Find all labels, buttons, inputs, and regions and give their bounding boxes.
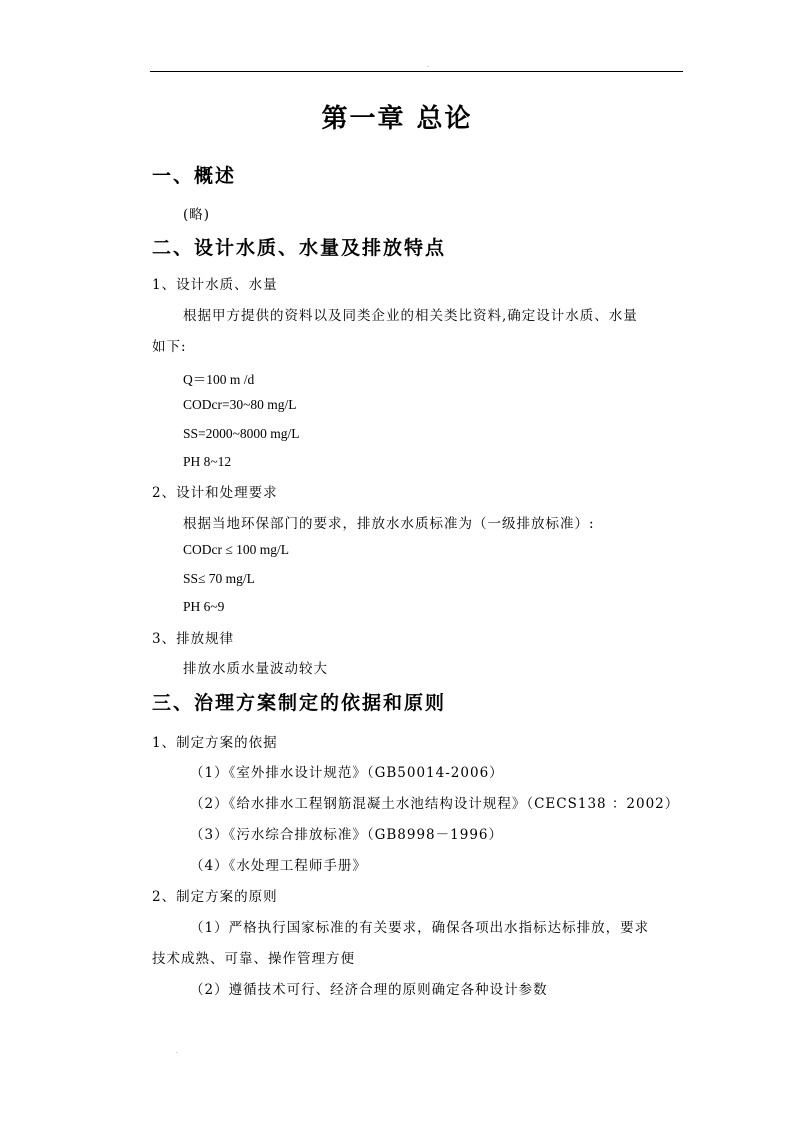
- section-heading-design: 二、设计水质、水量及排放特点: [152, 237, 447, 259]
- limit-ph: PH 6~9: [183, 599, 225, 614]
- param-flow: Q＝100 m /d: [183, 372, 255, 387]
- reference-item: （3）《污水综合排放标准》（GB8998－1996）: [190, 827, 504, 843]
- subheading-requirements: 2、设计和处理要求: [152, 485, 278, 501]
- limit-cod: CODcr ≤ 100 mg/L: [183, 542, 290, 557]
- footer-mark: .: [176, 1048, 178, 1055]
- paragraph-line: 根据甲方提供的资料以及同类企业的相关类比资料,确定设计水质、水量: [183, 308, 638, 324]
- param-ss: SS=2000~8000 mg/L: [183, 426, 300, 441]
- section-heading-overview: 一、概述: [152, 165, 237, 187]
- section-heading-principles: 三、治理方案制定的依据和原则: [152, 692, 447, 714]
- param-ph: PH 8~12: [183, 454, 232, 469]
- reference-item: （1）《室外排水设计规范》（GB50014-2006）: [190, 765, 504, 781]
- principle-item-continuation: 技术成熟、可靠、操作管理方便: [152, 951, 355, 967]
- principle-item: （2）遵循技术可行、经济合理的原则确定各种设计参数: [190, 982, 548, 998]
- reference-item: （2）《给水排水工程钢筋混凝土水池结构设计规程》（CECS138 ：2002）: [190, 796, 680, 812]
- subheading-basis: 1、制定方案的依据: [152, 735, 278, 751]
- subheading-principles: 2、制定方案的原则: [152, 889, 278, 905]
- chapter-title: 第一章 总论: [321, 104, 473, 134]
- paragraph-line: 根据当地环保部门的要求，排放水水质标准为（一级排放标准）:: [183, 516, 595, 532]
- param-cod: CODcr=30~80 mg/L: [183, 397, 297, 412]
- principle-item: （1）严格执行国家标准的有关要求，确保各项出水指标达标排放，要求: [190, 920, 650, 936]
- subheading-water-quality: 1、设计水质、水量: [152, 277, 278, 293]
- reference-item: （4）《水处理工程师手册》: [190, 858, 367, 874]
- paragraph-line: 排放水质水量波动较大: [183, 661, 328, 677]
- paragraph-line: 如下:: [152, 339, 187, 355]
- header-mark: .: [427, 62, 429, 69]
- header-rule: [150, 71, 683, 72]
- overview-body: (略): [183, 207, 211, 223]
- limit-ss: SS≤ 70 mg/L: [183, 571, 255, 586]
- subheading-discharge-pattern: 3、排放规律: [152, 631, 235, 647]
